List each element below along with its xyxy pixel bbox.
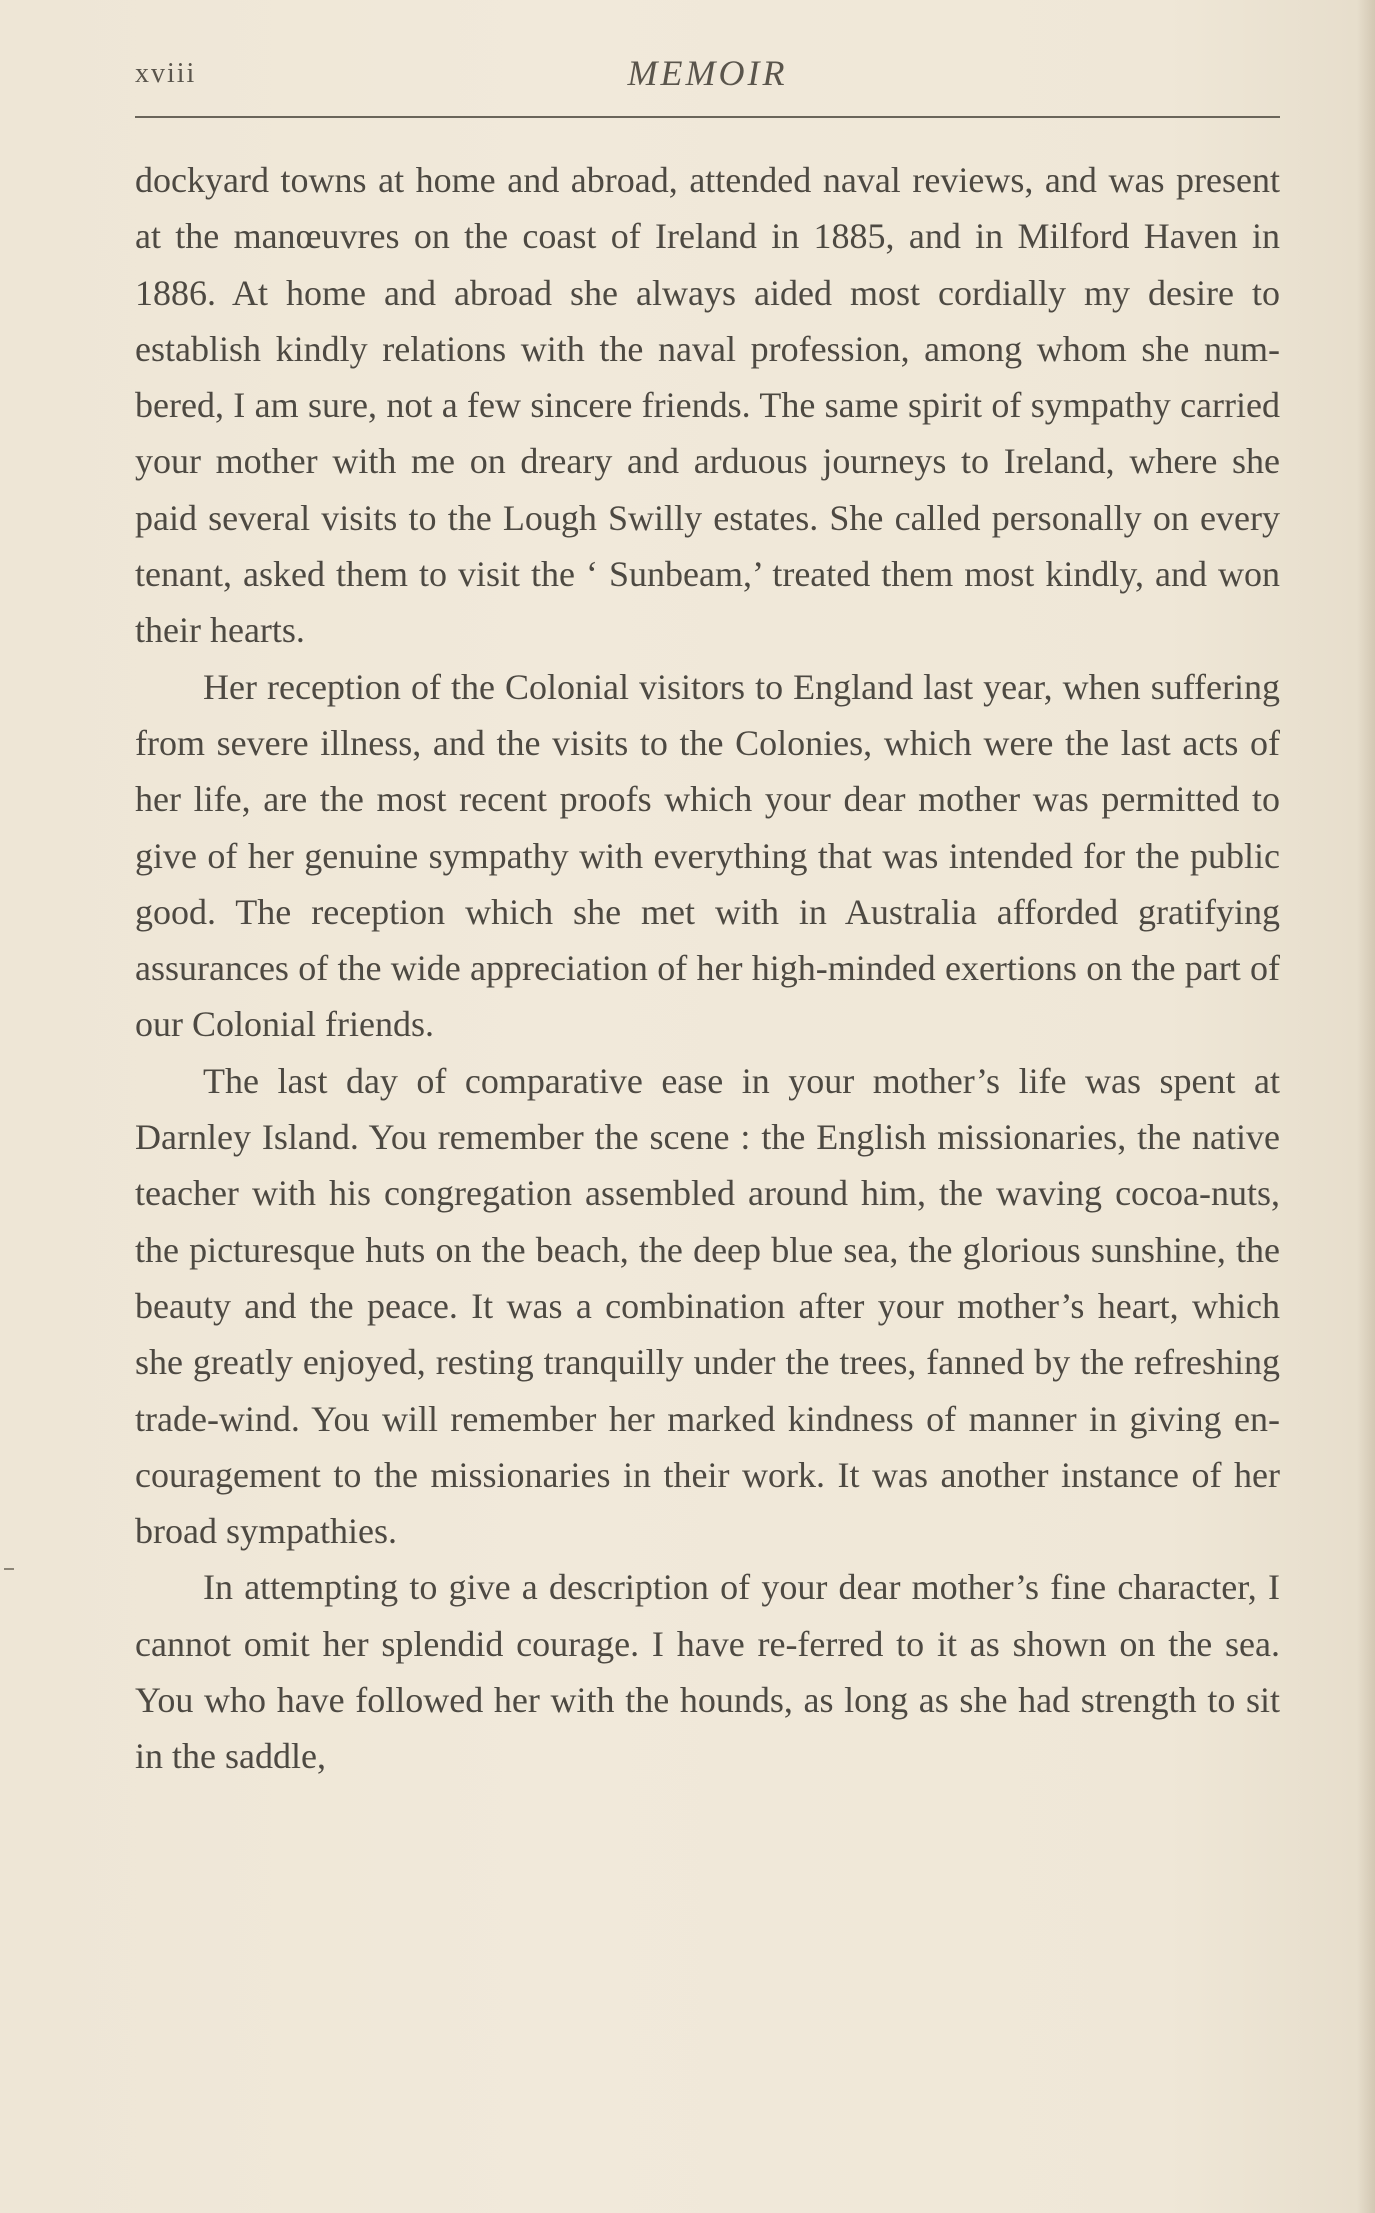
paragraph-continuation: dockyard towns at home and abroad, attended naval reviews, and was present at the manœuvres on the coast of Ireland in 1885, and in Milford Haven in 1886. At home and abroad she always aided most cordially my desire to establish kindly relations with the naval profession, among whom she num-bered, I am sure, not a few sincere friends. The same spirit of sympathy carried your mother with me on dreary and arduous journeys to Ireland, where she paid several visits to the Lough Swilly estates. She called personally on every tenant, asked them to visit the ‘ Sunbeam,’ treated them most kindly, and won their hearts. xyxy=(135,160,1280,651)
page-header xyxy=(135,52,1280,102)
margin-mark xyxy=(4,1568,14,1570)
header-rule xyxy=(135,116,1280,118)
page-edge-shadow xyxy=(1357,0,1375,2213)
running-title: MEMOIR xyxy=(627,53,788,93)
paragraph-darnley-island: The last day of comparative ease in your mother’s life was spent at Darnley Island. You remember the scene : the English missionaries, the native teacher with his congregation assembled around him, the waving cocoa-nuts, the picturesque huts on the beach, the deep blue sea, the glorious sunshine, the beauty and the peace. It was a combination after your mother’s heart, which she greatly enjoyed, resting tranquilly under the trees, fanned by the refreshing trade-wind. You will remember her marked kindness of manner in giving en-couragement to the missionaries in their work. It was another instance of her broad sympathies. xyxy=(135,1060,1280,1552)
page-number: xviii xyxy=(135,58,197,89)
paragraph-colonial-visitors: Her reception of the Colonial visitors to England last year, when suffering from severe illness, and the visits to the Colonies, which were the last acts of her life, are the most recent proofs which your dear mother was permitted to give of her genuine sympathy with everything that was intended for the public good. The reception which she met with in Australia afforded gratifying assurances of the wide appreciation of her high-minded exertions on the part of our Colonial friends. xyxy=(135,666,1280,1045)
paragraph-courage: In attempting to give a description of your dear mother’s fine character, I cannot omit her splendid courage. I have re-ferred to it as shown on the sea. You who have followed her with the hounds, as long as she had strength to sit in the saddle, xyxy=(135,1567,1280,1777)
body-text xyxy=(135,152,1280,1785)
